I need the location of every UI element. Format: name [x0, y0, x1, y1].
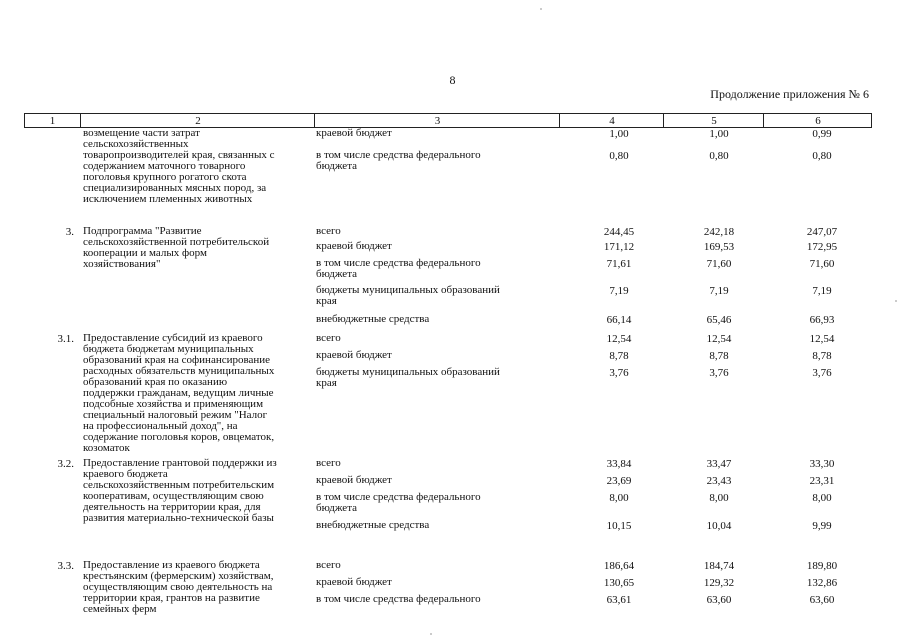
description-line: содержанием маточного товарного — [83, 160, 246, 172]
description-line: на профессиональный доход", на — [83, 420, 238, 432]
header-col-5: 5 — [663, 114, 764, 127]
value-year-2: 12,54 — [706, 333, 732, 345]
value-year-1: 66,14 — [606, 314, 632, 326]
value-year-3: 9,99 — [812, 520, 832, 532]
description-line: крестьянским (фермерским) хозяйствам, — [83, 570, 274, 582]
value-year-3: 33,30 — [809, 458, 835, 470]
value-year-3: 0,99 — [812, 128, 832, 140]
description-line: исключением племенных животных — [83, 193, 253, 205]
row-description — [83, 458, 313, 524]
value-year-1: 8,78 — [609, 350, 629, 362]
row-description — [83, 128, 313, 205]
funding-source-label: в том числе средства федерального — [316, 257, 481, 269]
funding-source-label: бюджета — [316, 502, 358, 514]
value-year-2: 8,00 — [709, 492, 729, 504]
funding-source-label: краевой бюджет — [316, 576, 392, 588]
funding-source-label: бюджеты муниципальных образований — [316, 366, 500, 378]
scan-speck — [430, 633, 432, 635]
value-year-2: 129,32 — [703, 577, 735, 589]
value-year-1: 8,00 — [609, 492, 629, 504]
description-line: хозяйствования" — [83, 258, 161, 270]
funding-source-label: краевой бюджет — [316, 349, 392, 361]
value-year-3: 7,19 — [812, 285, 832, 297]
value-year-1: 71,61 — [606, 258, 632, 270]
value-year-1: 171,12 — [603, 241, 635, 253]
value-year-2: 242,18 — [703, 226, 735, 238]
row-description — [83, 226, 313, 270]
row-number: 3.2. — [57, 458, 74, 470]
row-number: 3. — [65, 226, 74, 238]
row-number: 3.3. — [57, 560, 74, 572]
scan-speck — [895, 300, 897, 302]
description-line: деятельность на территории края, для — [83, 501, 261, 513]
description-line: кооперативам, осуществляющим свою — [83, 490, 264, 502]
funding-source-label: бюджета — [316, 268, 358, 280]
value-year-1: 186,64 — [603, 560, 635, 572]
row-description — [83, 333, 313, 454]
description-line: специальный налоговый режим "Налог — [83, 409, 268, 421]
header-col-4: 4 — [559, 114, 664, 127]
value-year-3: 172,95 — [806, 241, 838, 253]
value-year-3: 8,78 — [812, 350, 832, 362]
description-line: козоматок — [83, 442, 130, 454]
description-line: сельскохозяйственной потребительской — [83, 236, 270, 248]
scan-speck — [540, 8, 542, 10]
value-year-3: 247,07 — [806, 226, 838, 238]
value-year-2: 169,53 — [703, 241, 735, 253]
value-year-2: 63,60 — [706, 594, 732, 606]
value-year-1: 12,54 — [606, 333, 632, 345]
value-year-3: 3,76 — [812, 367, 832, 379]
funding-source-label: в том числе средства федерального — [316, 593, 481, 605]
value-year-3: 12,54 — [809, 333, 835, 345]
description-line: подсобные хозяйства и применяющим — [83, 398, 264, 410]
funding-source-label: краевой бюджет — [316, 127, 392, 139]
header-col-3: 3 — [314, 114, 560, 127]
funding-source-label: внебюджетные средства — [316, 519, 430, 531]
value-year-3: 23,31 — [809, 475, 835, 487]
description-line: Предоставление субсидий из краевого — [83, 332, 263, 344]
value-year-1: 3,76 — [609, 367, 629, 379]
page-number: 8 — [449, 73, 456, 87]
value-year-2: 1,00 — [709, 128, 729, 140]
description-line: поддержки гражданам, ведущим личные — [83, 387, 274, 399]
value-year-1: 33,84 — [606, 458, 632, 470]
value-year-1: 244,45 — [603, 226, 635, 238]
value-year-2: 7,19 — [709, 285, 729, 297]
funding-source-label: краевой бюджет — [316, 240, 392, 252]
value-year-1: 0,80 — [609, 150, 629, 162]
funding-source-label: края — [316, 377, 337, 389]
continuation-note: Продолжение приложения № 6 — [710, 87, 869, 101]
funding-source-label: всего — [316, 457, 341, 469]
value-year-2: 8,78 — [709, 350, 729, 362]
value-year-1: 7,19 — [609, 285, 629, 297]
value-year-2: 3,76 — [709, 367, 729, 379]
funding-source-label: внебюджетные средства — [316, 313, 430, 325]
description-line: содержание поголовья коров, овцематок, — [83, 431, 275, 443]
value-year-2: 65,46 — [706, 314, 732, 326]
description-line: расходных обязательств муниципальных — [83, 365, 275, 377]
funding-source-label: всего — [316, 559, 341, 571]
value-year-3: 0,80 — [812, 150, 832, 162]
description-line: возмещение части затрат — [83, 127, 200, 139]
row-description — [83, 560, 313, 615]
description-line: бюджета бюджетам муниципальных — [83, 343, 254, 355]
value-year-2: 0,80 — [709, 150, 729, 162]
funding-source-label: бюджеты муниципальных образований — [316, 284, 500, 296]
description-line: сельскохозяйственных — [83, 138, 189, 150]
description-line: семейных ферм — [83, 603, 157, 615]
funding-source-label: бюджета — [316, 160, 358, 172]
description-line: кооперации и малых форм — [83, 247, 207, 259]
header-col-1: 1 — [49, 115, 56, 127]
funding-source-label: всего — [316, 332, 341, 344]
funding-source-label: краевой бюджет — [316, 474, 392, 486]
value-year-1: 130,65 — [603, 577, 635, 589]
value-year-1: 10,15 — [606, 520, 632, 532]
table-header-row — [24, 113, 872, 128]
description-line: осуществляющим свою деятельность на — [83, 581, 273, 593]
description-line: образований края по оказанию — [83, 376, 228, 388]
description-line: образований края на софинансирование — [83, 354, 271, 366]
value-year-2: 33,47 — [706, 458, 732, 470]
value-year-3: 8,00 — [812, 492, 832, 504]
description-line: товаропроизводителей края, связанных с — [83, 149, 275, 161]
funding-source-label: в том числе средства федерального — [316, 491, 481, 503]
value-year-2: 71,60 — [706, 258, 732, 270]
description-line: краевого бюджета — [83, 468, 168, 480]
funding-source-label: края — [316, 295, 337, 307]
description-line: сельскохозяйственным потребительским — [83, 479, 275, 491]
value-year-1: 1,00 — [609, 128, 629, 140]
value-year-3: 71,60 — [809, 258, 835, 270]
description-line: Подпрограмма "Развитие — [83, 225, 202, 237]
description-line: Предоставление грантовой поддержки из — [83, 457, 277, 469]
value-year-3: 189,80 — [806, 560, 838, 572]
value-year-3: 63,60 — [809, 594, 835, 606]
value-year-3: 66,93 — [809, 314, 835, 326]
value-year-1: 23,69 — [606, 475, 632, 487]
description-line: Предоставление из краевого бюджета — [83, 559, 260, 571]
value-year-2: 23,43 — [706, 475, 732, 487]
description-line: территории края, грантов на развитие — [83, 592, 260, 604]
funding-source-label: всего — [316, 225, 341, 237]
row-number: 3.1. — [57, 333, 74, 345]
description-line: специализированных мясных пород, за — [83, 182, 267, 194]
header-col-2: 2 — [80, 114, 315, 127]
value-year-3: 132,86 — [806, 577, 838, 589]
funding-source-label: в том числе средства федерального — [316, 149, 481, 161]
value-year-2: 184,74 — [703, 560, 735, 572]
description-line: развития материально-технической базы — [83, 512, 274, 524]
header-col-6: 6 — [763, 114, 872, 127]
value-year-2: 10,04 — [706, 520, 732, 532]
description-line: поголовья крупного рогатого скота — [83, 171, 247, 183]
value-year-1: 63,61 — [606, 594, 632, 606]
